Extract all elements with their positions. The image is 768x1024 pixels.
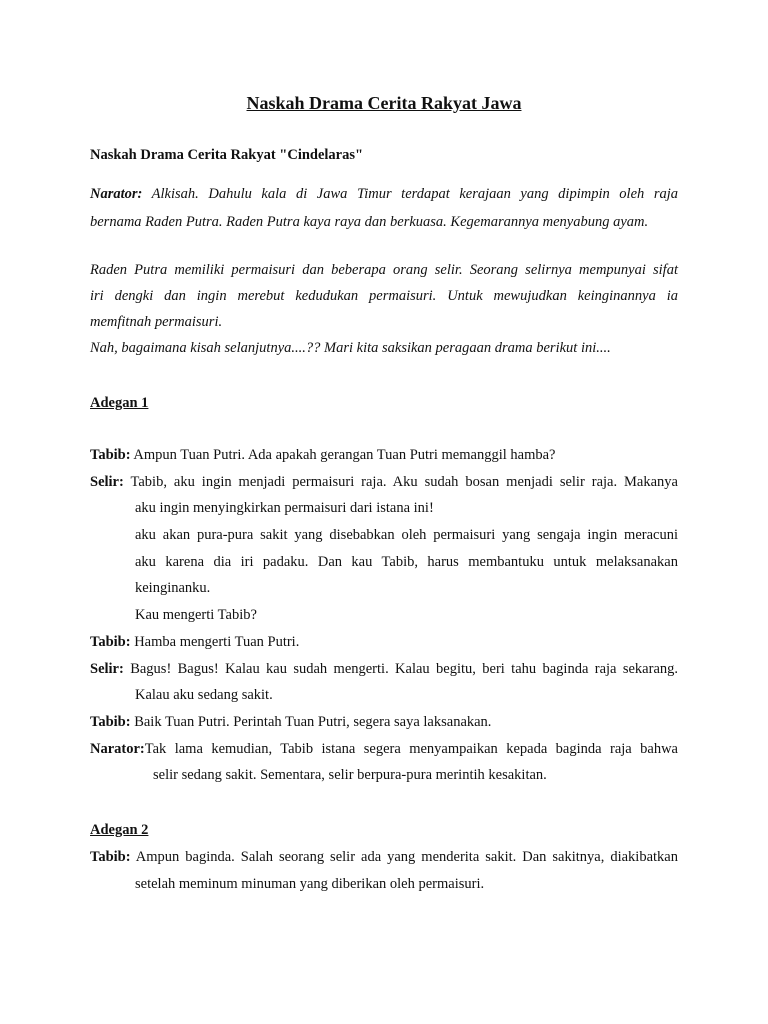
dialog-text: Ampun Tuan Putri. Ada apakah gerangan Tuan Putri memanggil hamba?: [130, 447, 556, 463]
intro-p1-text: Alkisah. Dahulu kala di Jawa Timur terdapat kerajaan yang dipimpin oleh raja: [142, 186, 678, 202]
scene1-dialog-2-line-1: [90, 472, 678, 492]
narator-label: Narator:: [90, 186, 143, 202]
speaker-label: Selir:: [90, 661, 124, 677]
scene1-dialog-5: [90, 712, 678, 732]
scene1-dialog-2-line-6: Kau mengerti Tabib?: [135, 607, 257, 623]
speaker-label: Tabib:: [90, 447, 131, 463]
dialog-text: Tak lama kemudian, Tabib istana segera menyampaikan kepada baginda raja bahwa: [144, 741, 678, 757]
speaker-label: Narator:: [90, 741, 145, 757]
intro-p2-line-2: iri dengki dan ingin merebut kedudukan permaisuri. Untuk mewujudkan keinginannya ia: [90, 288, 678, 304]
scene1-dialog-1: [90, 445, 678, 465]
intro-p2-line-3: memfitnah permaisuri.: [90, 314, 223, 330]
dialog-text: Hamba mengerti Tuan Putri.: [130, 634, 300, 650]
document-subtitle: Naskah Drama Cerita Rakyat "Cindelaras": [90, 147, 364, 163]
scene1-dialog-2-line-4: aku karena dia iri padaku. Dan kau Tabib, harus membantuku untuk melaksanakan: [135, 554, 678, 570]
intro-p1-line-2: bernama Raden Putra. Raden Putra kaya raya dan berkuasa. Kegemarannya menyabung ayam.: [90, 214, 649, 230]
speaker-label: Tabib:: [90, 849, 131, 865]
scene1-dialog-2-line-2: aku ingin menyingkirkan permaisuri dari istana ini!: [135, 500, 434, 516]
scene-1-heading: Adegan 1: [90, 395, 149, 411]
scene1-dialog-4-line-2: Kalau aku sedang sakit.: [135, 687, 273, 703]
document-title: Naskah Drama Cerita Rakyat Jawa: [246, 93, 522, 113]
scene2-dialog-1-line-2: setelah meminum minuman yang diberikan oleh permaisuri.: [135, 876, 485, 892]
speaker-label: Selir:: [90, 474, 124, 490]
scene1-dialog-2-line-3: aku akan pura-pura sakit yang disebabkan oleh permaisuri yang sengaja ingin meracuni: [135, 527, 678, 543]
scene-2-heading: Adegan 2: [90, 822, 149, 838]
speaker-label: Tabib:: [90, 714, 131, 730]
dialog-text: Baik Tuan Putri. Perintah Tuan Putri, segera saya laksanakan.: [130, 714, 492, 730]
speaker-label: Tabib:: [90, 634, 131, 650]
dialog-text: Bagus! Bagus! Kalau kau sudah mengerti. Kalau begitu, beri tahu baginda raja sekarang.: [123, 661, 678, 677]
scene1-dialog-3: [90, 632, 678, 652]
intro-p2-line-1: Raden Putra memiliki permaisuri dan beberapa orang selir. Seorang selirnya mempunyai sifat: [90, 262, 678, 278]
scene2-dialog-1-line-1: [90, 847, 678, 867]
dialog-text: Tabib, aku ingin menjadi permaisuri raja. Aku sudah bosan menjadi selir raja. Makanya: [123, 474, 678, 490]
scene1-dialog-2-line-5: keinginanku.: [135, 580, 211, 596]
scene1-dialog-4-line-1: [90, 659, 678, 679]
scene1-dialog-6-line-1: [90, 739, 678, 759]
scene1-dialog-6-line-2: selir sedang sakit. Sementara, selir berpura-pura merintih kesakitan.: [153, 767, 547, 783]
intro-p1-line-1: [90, 184, 678, 204]
dialog-text: Ampun baginda. Salah seorang selir ada yang menderita sakit. Dan sakitnya, diakibatkan: [130, 849, 678, 865]
intro-p3: Nah, bagaimana kisah selanjutnya....?? Mari kita saksikan peragaan drama berikut ini....: [90, 340, 611, 356]
